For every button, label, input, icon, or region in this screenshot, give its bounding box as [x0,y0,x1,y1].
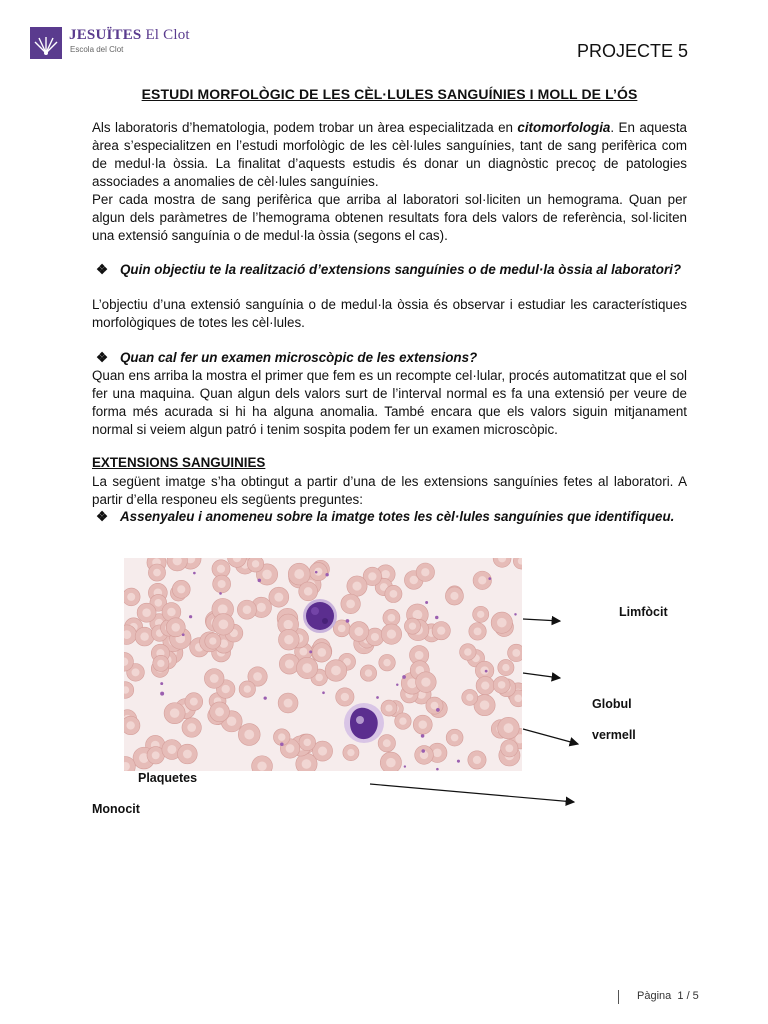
page-number: Pàgina 1 / 5 [637,990,699,1002]
label-monocit: Monocit [92,802,140,816]
answer-1: L’objectiu d’una extensió sanguínia o de medul·la òssia és observar i estudiar les característiques morfològiques de totes les cèl·lules. [92,297,687,330]
label-plaquetes: Plaquetes [138,771,198,785]
bullet-icon: ❖ [96,509,109,524]
intro-paragraph-1: Als laboratoris d’hematologia, podem trobar un àrea especialitzada en citomorfologia. En aquesta àrea s’especialitzen en l’estudi morfològic de les cèl·lules sanguínies, tant de sang perifèrica com de medul·la òssia. La finalitat d’aquests estudis és donar un diagnòstic precoç de patologies associades a anomalies de cèl·lules sanguínies. [92,120,687,189]
answer-2: Quan ens arriba la mostra el primer que fem es un recompte cel·lular, procés automatitzat que el sol fer una maquina. Quan algun dels valors surt de l’interval normal es fa una extensió per veure de forma més acurada si hi ha alguna anomalia. També encara que els valors siguin mitjanament normal si veiem algun patró i tenim sospita podem fer un examen microscòpic. [92,368,687,437]
school-logo-text: JESUÏTES El Clot [69,27,190,43]
section-text: La següent imatge s’ha obtingut a partir d’una de les extensions sanguínies fetes al laboratori. A partir d’ella responeu els següents preguntes: [92,474,687,507]
project-label: PROJECTE 5 [576,41,688,61]
intro-paragraph-2: Per cada mostra de sang perifèrica que arriba al laboratori sol·liciten un hemograma. Quan per algun dels paràmetres de l’hemograma obtenen resultats fora dels valors de referència, sol·liciten una extensió sanguínia o de medul·la òssia (segons el cas). [92,192,687,243]
school-logo-subtitle: Escola del Clot [70,45,124,54]
footer-divider [618,990,619,1004]
label-limfocit: Limfòcit [619,605,668,619]
section-heading: EXTENSIONS SANGUINIES [92,455,266,470]
bullet-icon: ❖ [96,350,109,365]
task-text: Assenyaleu i anomeneu sobre la imatge totes les cèl·lules sanguínies que identifiqueu. [120,509,675,524]
document-title: ESTUDI MORFOLÒGIC DE LES CÈL·LULES SANGUÍNIES I MOLL DE L’ÓS [141,86,638,102]
bullet-icon: ❖ [96,262,109,277]
question-2-text: Quan cal fer un examen microscòpic de les extensions? [120,350,478,365]
emphasis-term: citomorfologia [517,120,611,135]
question-1-text: Quin objectiu te la realització d’extensions sanguínies o de medul·la òssia al laboratori? [120,262,682,277]
label-vermell: vermell [592,728,636,742]
label-globul: Globul [592,697,632,711]
